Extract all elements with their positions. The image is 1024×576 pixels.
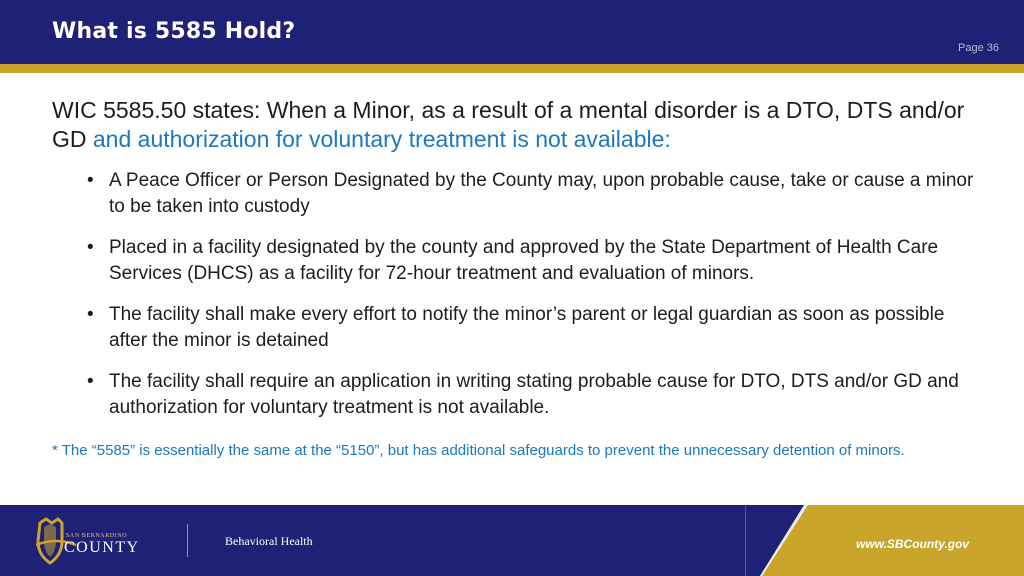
slide-content	[52, 96, 1002, 436]
website-link[interactable]: www.SBCounty.gov	[856, 537, 970, 551]
bullet-dot: •	[87, 237, 94, 258]
bullet-list	[52, 168, 1002, 421]
bullet-item	[52, 235, 1002, 287]
bullet-dot: •	[87, 304, 94, 325]
department-name: Behavioral Health	[225, 534, 313, 548]
lead-highlight: and authorization for voluntary treatment is not available:	[92, 126, 671, 152]
bullet-item	[52, 302, 1002, 354]
header-bar	[0, 0, 1024, 64]
county-logo	[36, 515, 176, 567]
footer-divider	[187, 524, 188, 557]
logo-text-top: SAN BERNARDINO	[66, 533, 128, 539]
bullet-text: The facility shall require an application in writing stating probable cause for DTO, DTS and/or GD and authorization for voluntary treatment is not available.	[109, 371, 959, 418]
footer-bar	[0, 505, 1024, 576]
bullet-dot: •	[87, 371, 94, 392]
header-accent-bar	[0, 64, 1024, 73]
bullet-dot: •	[87, 170, 94, 191]
bullet-item	[52, 168, 1002, 220]
lead-text: WIC 5585.50 states: When a Minor, as a result of a mental disorder is a DTO, DTS and/or GD	[52, 97, 965, 152]
logo-text-main: COUNTY	[64, 539, 140, 556]
bullet-text: The facility shall make every effort to notify the minor’s parent or legal guardian as soon as possible after the minor is detained	[109, 304, 945, 351]
page-title: What is 5585 Hold?	[52, 19, 296, 44]
bullet-text: Placed in a facility designated by the county and approved by the State Department of Health Care Services (DHCS) as a facility for 72-hour treatment and evaluation of minors.	[109, 237, 939, 284]
bullet-item	[52, 369, 1002, 421]
lead-paragraph	[52, 96, 1002, 154]
bullet-text: A Peace Officer or Person Designated by the County may, upon probable cause, take or cause a minor to be taken into custody	[109, 170, 974, 217]
footnote: * The “5585” is essentially the same at the “5150”, but has additional safeguards to prevent the unnecessary detention of minors.	[52, 442, 905, 459]
footer-stripe	[745, 505, 746, 576]
page-number: Page 36	[958, 42, 999, 54]
